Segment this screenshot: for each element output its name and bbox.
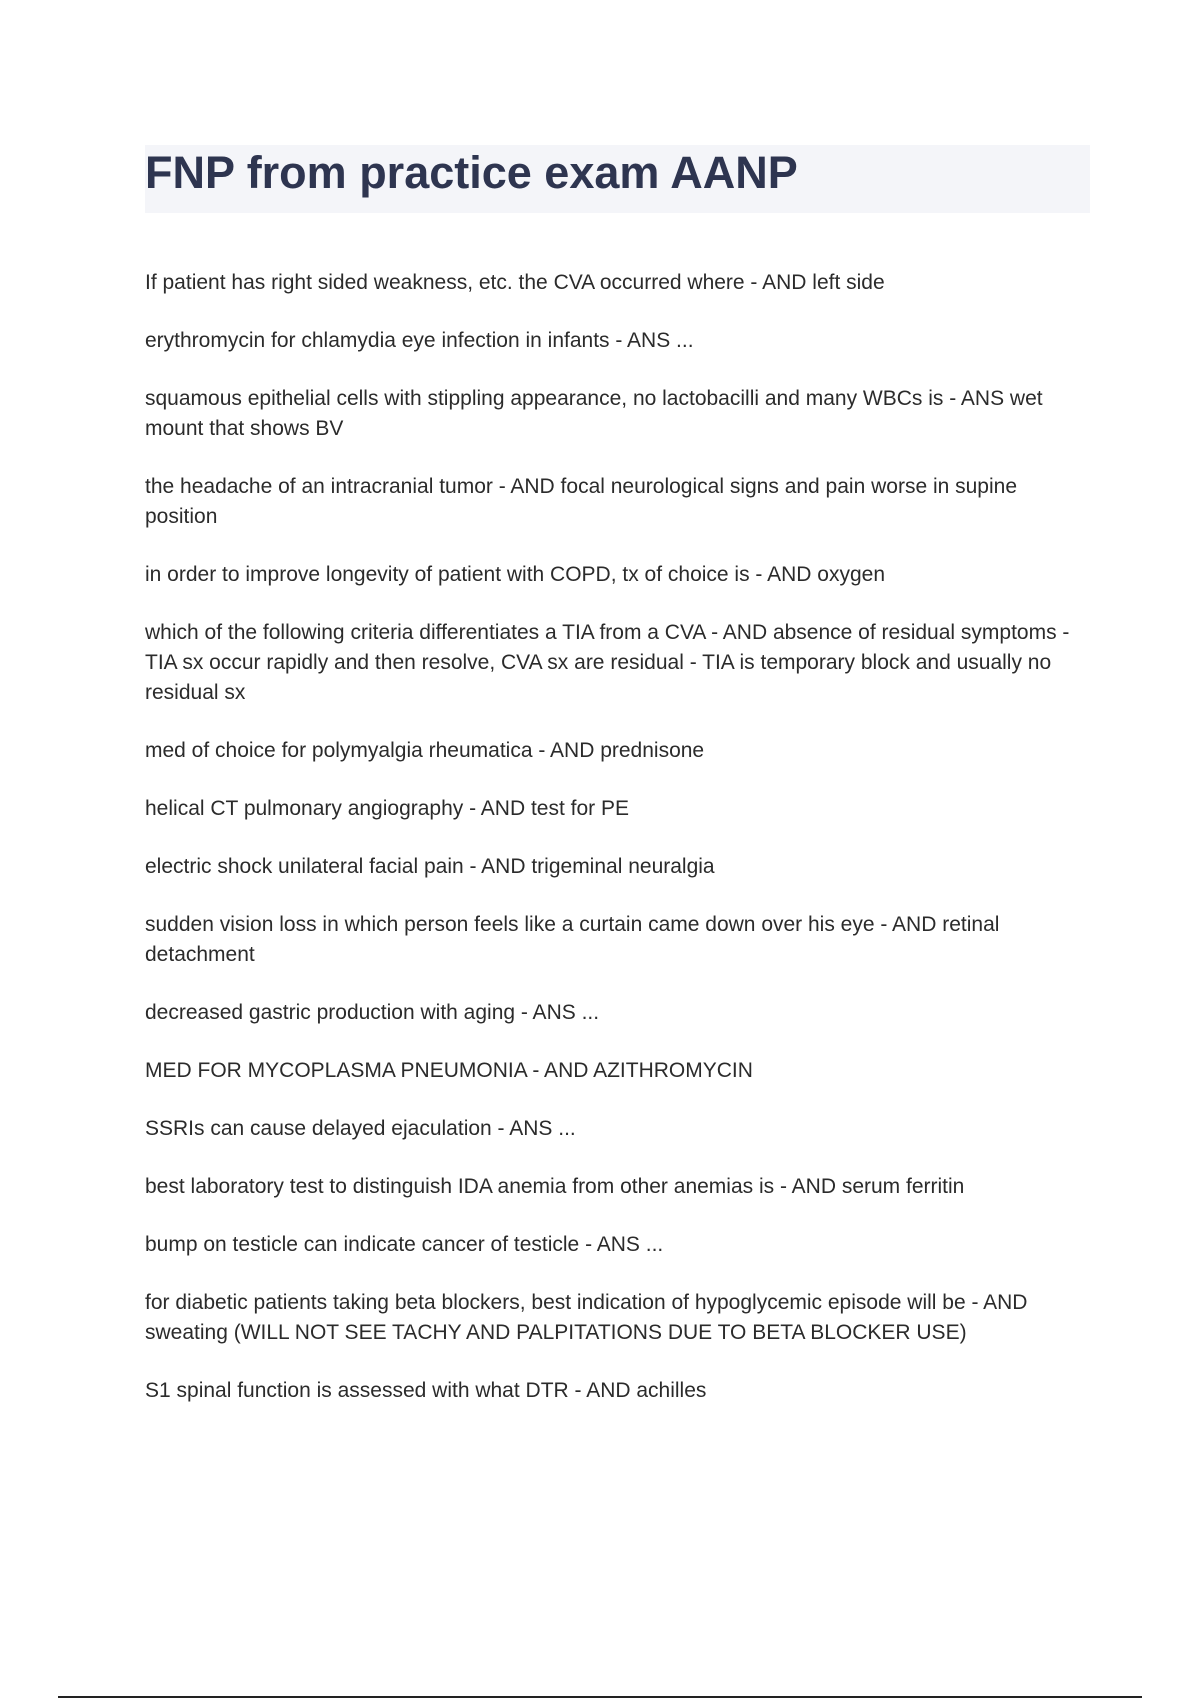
qa-item: sudden vision loss in which person feels like a curtain came down over his eye - AND retinal detachment [145, 913, 1000, 966]
qa-list [145, 268, 1090, 1434]
qa-item: the headache of an intracranial tumor - AND focal neurological signs and pain worse in supine position [145, 475, 1018, 528]
qa-item: in order to improve longevity of patient with COPD, tx of choice is - AND oxygen [145, 563, 885, 586]
footer-divider [58, 1696, 1142, 1698]
qa-item: electric shock unilateral facial pain - AND trigeminal neuralgia [145, 855, 715, 878]
qa-item: erythromycin for chlamydia eye infection in infants - ANS ... [145, 329, 694, 352]
qa-item: med of choice for polymyalgia rheumatica - AND prednisone [145, 739, 705, 762]
qa-item: helical CT pulmonary angiography - AND test for PE [145, 797, 630, 820]
qa-item: S1 spinal function is assessed with what DTR - AND achilles [145, 1379, 707, 1402]
qa-item: best laboratory test to distinguish IDA anemia from other anemias is - AND serum ferritin [145, 1175, 965, 1198]
qa-item: decreased gastric production with aging - ANS ... [145, 1001, 600, 1024]
qa-item: for diabetic patients taking beta blockers, best indication of hypoglycemic episode will be - AND sweating (WILL NOT SEE TACHY AND PALPITATIONS DUE TO BETA BLOCKER USE) [145, 1291, 1028, 1344]
qa-item: bump on testicle can indicate cancer of testicle - ANS ... [145, 1233, 664, 1256]
qa-item: which of the following criteria differentiates a TIA from a CVA - AND absence of residual symptoms - TIA sx occur rapidly and then resolve, CVA sx are residual - TIA is temporary block and usually no residual sx [145, 621, 1070, 704]
qa-item: If patient has right sided weakness, etc. the CVA occurred where - AND left side [145, 271, 885, 294]
qa-item: MED FOR MYCOPLASMA PNEUMONIA - AND AZITHROMYCIN [145, 1059, 753, 1082]
qa-item: SSRIs can cause delayed ejaculation - ANS ... [145, 1117, 576, 1140]
page-title: FNP from practice exam AANP [145, 147, 798, 198]
qa-item: squamous epithelial cells with stippling appearance, no lactobacilli and many WBCs is - ANS wet mount that shows BV [145, 387, 1043, 440]
